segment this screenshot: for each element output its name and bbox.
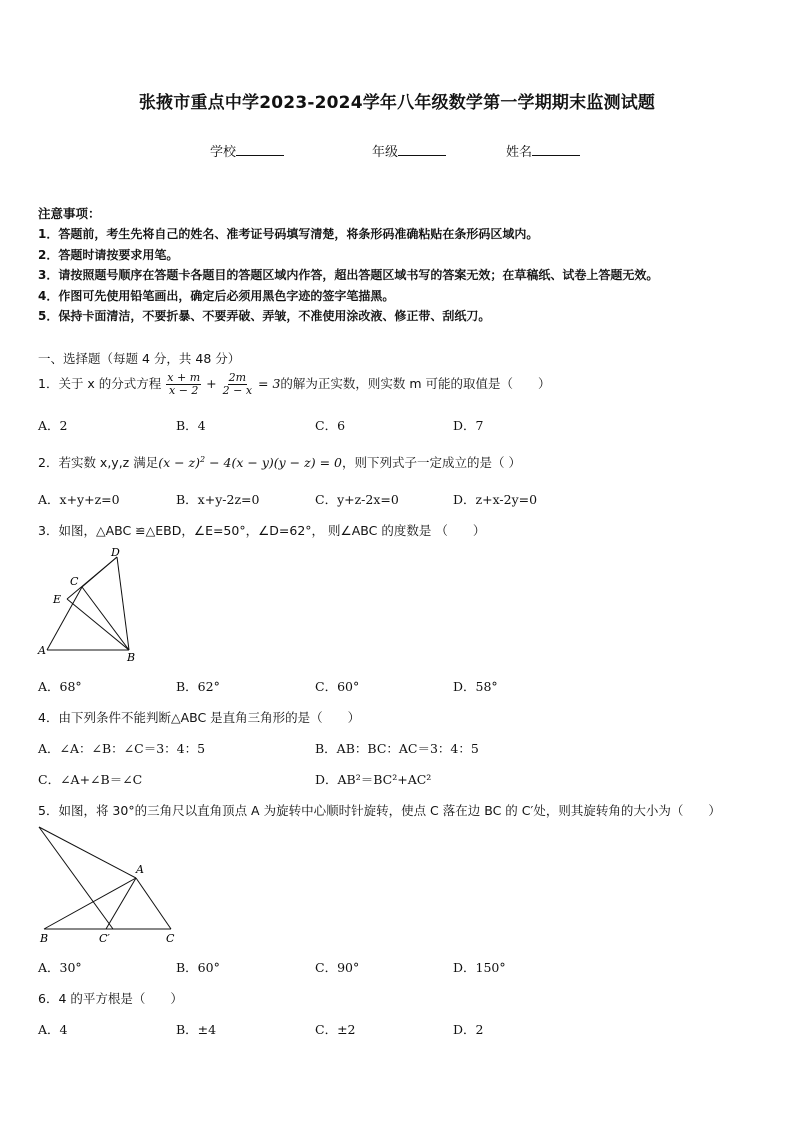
q3-option-b[interactable]: B．62° (176, 679, 220, 694)
line-top-c1 (39, 827, 113, 929)
question-3: 3．如图，△ABC ≌△EBD，∠E=50°，∠D=62°， 则∠ABC 的度数是 （ ） (38, 523, 486, 538)
name-blank[interactable] (532, 143, 580, 156)
section-heading: 一、选择题（每题 4 分，共 48 分） (38, 351, 241, 366)
q2-option-d[interactable]: D．z+x-2y=0 (453, 492, 538, 507)
page-title: 张掖市重点中学2023-2024学年八年级数学第一学期期末监测试题 (138, 93, 656, 113)
q1-frac1-den: x − 2 (169, 384, 199, 397)
school-label: 学校 (210, 145, 237, 160)
label-c-prime: C′ (99, 932, 110, 945)
q5-option-a[interactable]: A．30° (38, 960, 82, 975)
q3-option-a[interactable]: A．68° (38, 679, 82, 694)
q2-expr-1: (x − z) (158, 455, 201, 470)
q6-option-d[interactable]: D．2 (453, 1022, 484, 1037)
grade-label: 年级 (372, 145, 399, 160)
q4-option-c[interactable]: C．∠A+∠B＝∠C (38, 772, 143, 787)
q2-option-a[interactable]: A．x+y+z=0 (38, 492, 120, 507)
line-ac-prime (106, 878, 136, 929)
q2-expr-2: − 4(x − y)(y − z) = 0 (205, 455, 342, 470)
q1-frac2-den: 2 − x (222, 384, 253, 397)
notice-item: 1．答题前，考生先将自己的姓名、准考证号码填写清楚，将条形码准确粘贴在条形码区域内。 (38, 227, 539, 241)
q1-suffix: 的解为正实数，则实数 m 可能的取值是（ ） (280, 376, 551, 391)
q2-option-b[interactable]: B．x+y-2z=0 (176, 492, 260, 507)
q1-fraction-2 (222, 372, 253, 397)
label-a: A (38, 644, 46, 657)
q1-prefix: 1．关于 x 的分式方程 (38, 376, 162, 391)
q5-option-b[interactable]: B．60° (176, 960, 220, 975)
q2-prefix: 2．若实数 x,y,z 满足 (38, 455, 159, 470)
line-ba (44, 878, 136, 929)
q4-option-d[interactable]: D．AB²＝BC²+AC² (315, 772, 432, 787)
q1-option-b[interactable]: B．4 (176, 418, 206, 433)
q2-option-c[interactable]: C．y+z-2x=0 (315, 492, 399, 507)
label-c: C (70, 575, 79, 588)
q4-option-b[interactable]: B．AB：BC：AC＝3：4：5 (315, 741, 479, 756)
label-d: D (111, 546, 120, 559)
q1-frac1-num: x + m (167, 371, 201, 384)
school-field[interactable] (210, 141, 284, 160)
q1-equals: = 3 (258, 376, 281, 391)
label-b: B (40, 932, 49, 945)
label-a: A (136, 863, 144, 876)
school-blank[interactable] (236, 143, 284, 156)
question-5: 5．如图，将 30°的三角尺以直角顶点 A 为旋转中心顺时针旋转，使点 C 落在边 BC 的 C′处，则其旋转角的大小为（ ） (38, 803, 721, 818)
q6-option-b[interactable]: B．±4 (176, 1022, 217, 1037)
q1-frac2-num: 2m (228, 371, 247, 384)
label-b: B (127, 651, 136, 664)
notice-item: 5．保持卡面清洁，不要折暴、不要弄破、弄皱，不准使用涂改液、修正带、刮纸刀。 (38, 309, 491, 323)
notice-item: 2．答题时请按要求用笔。 (38, 248, 179, 262)
question-4: 4．由下列条件不能判断△ABC 是直角三角形的是（ ） (38, 710, 361, 725)
notice-item: 4．作图可先使用铅笔画出，确定后必须用黑色字迹的签字笔描黑。 (38, 289, 395, 303)
q1-fraction-1 (166, 372, 201, 397)
q1-option-c[interactable]: C．6 (315, 418, 346, 433)
q1-option-d[interactable]: D．7 (453, 418, 484, 433)
q3-figure (34, 540, 144, 668)
q3-option-c[interactable]: C．60° (315, 679, 360, 694)
question-6: 6．4 的平方根是（ ） (38, 991, 183, 1006)
q2-exponent: 2 (200, 454, 206, 464)
q1-plus: + (206, 376, 217, 391)
line-eb (67, 599, 129, 650)
q5-option-d[interactable]: D．150° (453, 960, 506, 975)
question-1 (38, 372, 551, 397)
grade-field[interactable] (372, 141, 446, 160)
q6-option-a[interactable]: A．4 (38, 1022, 68, 1037)
q4-option-a[interactable]: A．∠A：∠B：∠C＝3：4：5 (38, 741, 206, 756)
question-2 (38, 453, 521, 471)
grade-blank[interactable] (398, 143, 446, 156)
line-ac (136, 878, 171, 929)
q5-figure (34, 822, 184, 947)
label-c: C (166, 932, 175, 945)
q6-option-c[interactable]: C．±2 (315, 1022, 356, 1037)
line-top-a (39, 827, 136, 878)
notice-heading: 注意事项： (38, 206, 101, 221)
q2-suffix: ，则下列式子一定成立的是（ ） (341, 455, 521, 470)
name-label: 姓名 (506, 145, 533, 160)
q3-option-d[interactable]: D．58° (453, 679, 498, 694)
q1-option-a[interactable]: A．2 (38, 418, 68, 433)
name-field[interactable] (506, 141, 580, 160)
label-e: E (53, 593, 62, 606)
q5-option-c[interactable]: C．90° (315, 960, 360, 975)
notice-item: 3．请按照题号顺序在答题卡各题目的答题区域内作答，超出答题区域书写的答案无效；在草稿纸、试卷上答题无效。 (38, 268, 659, 282)
